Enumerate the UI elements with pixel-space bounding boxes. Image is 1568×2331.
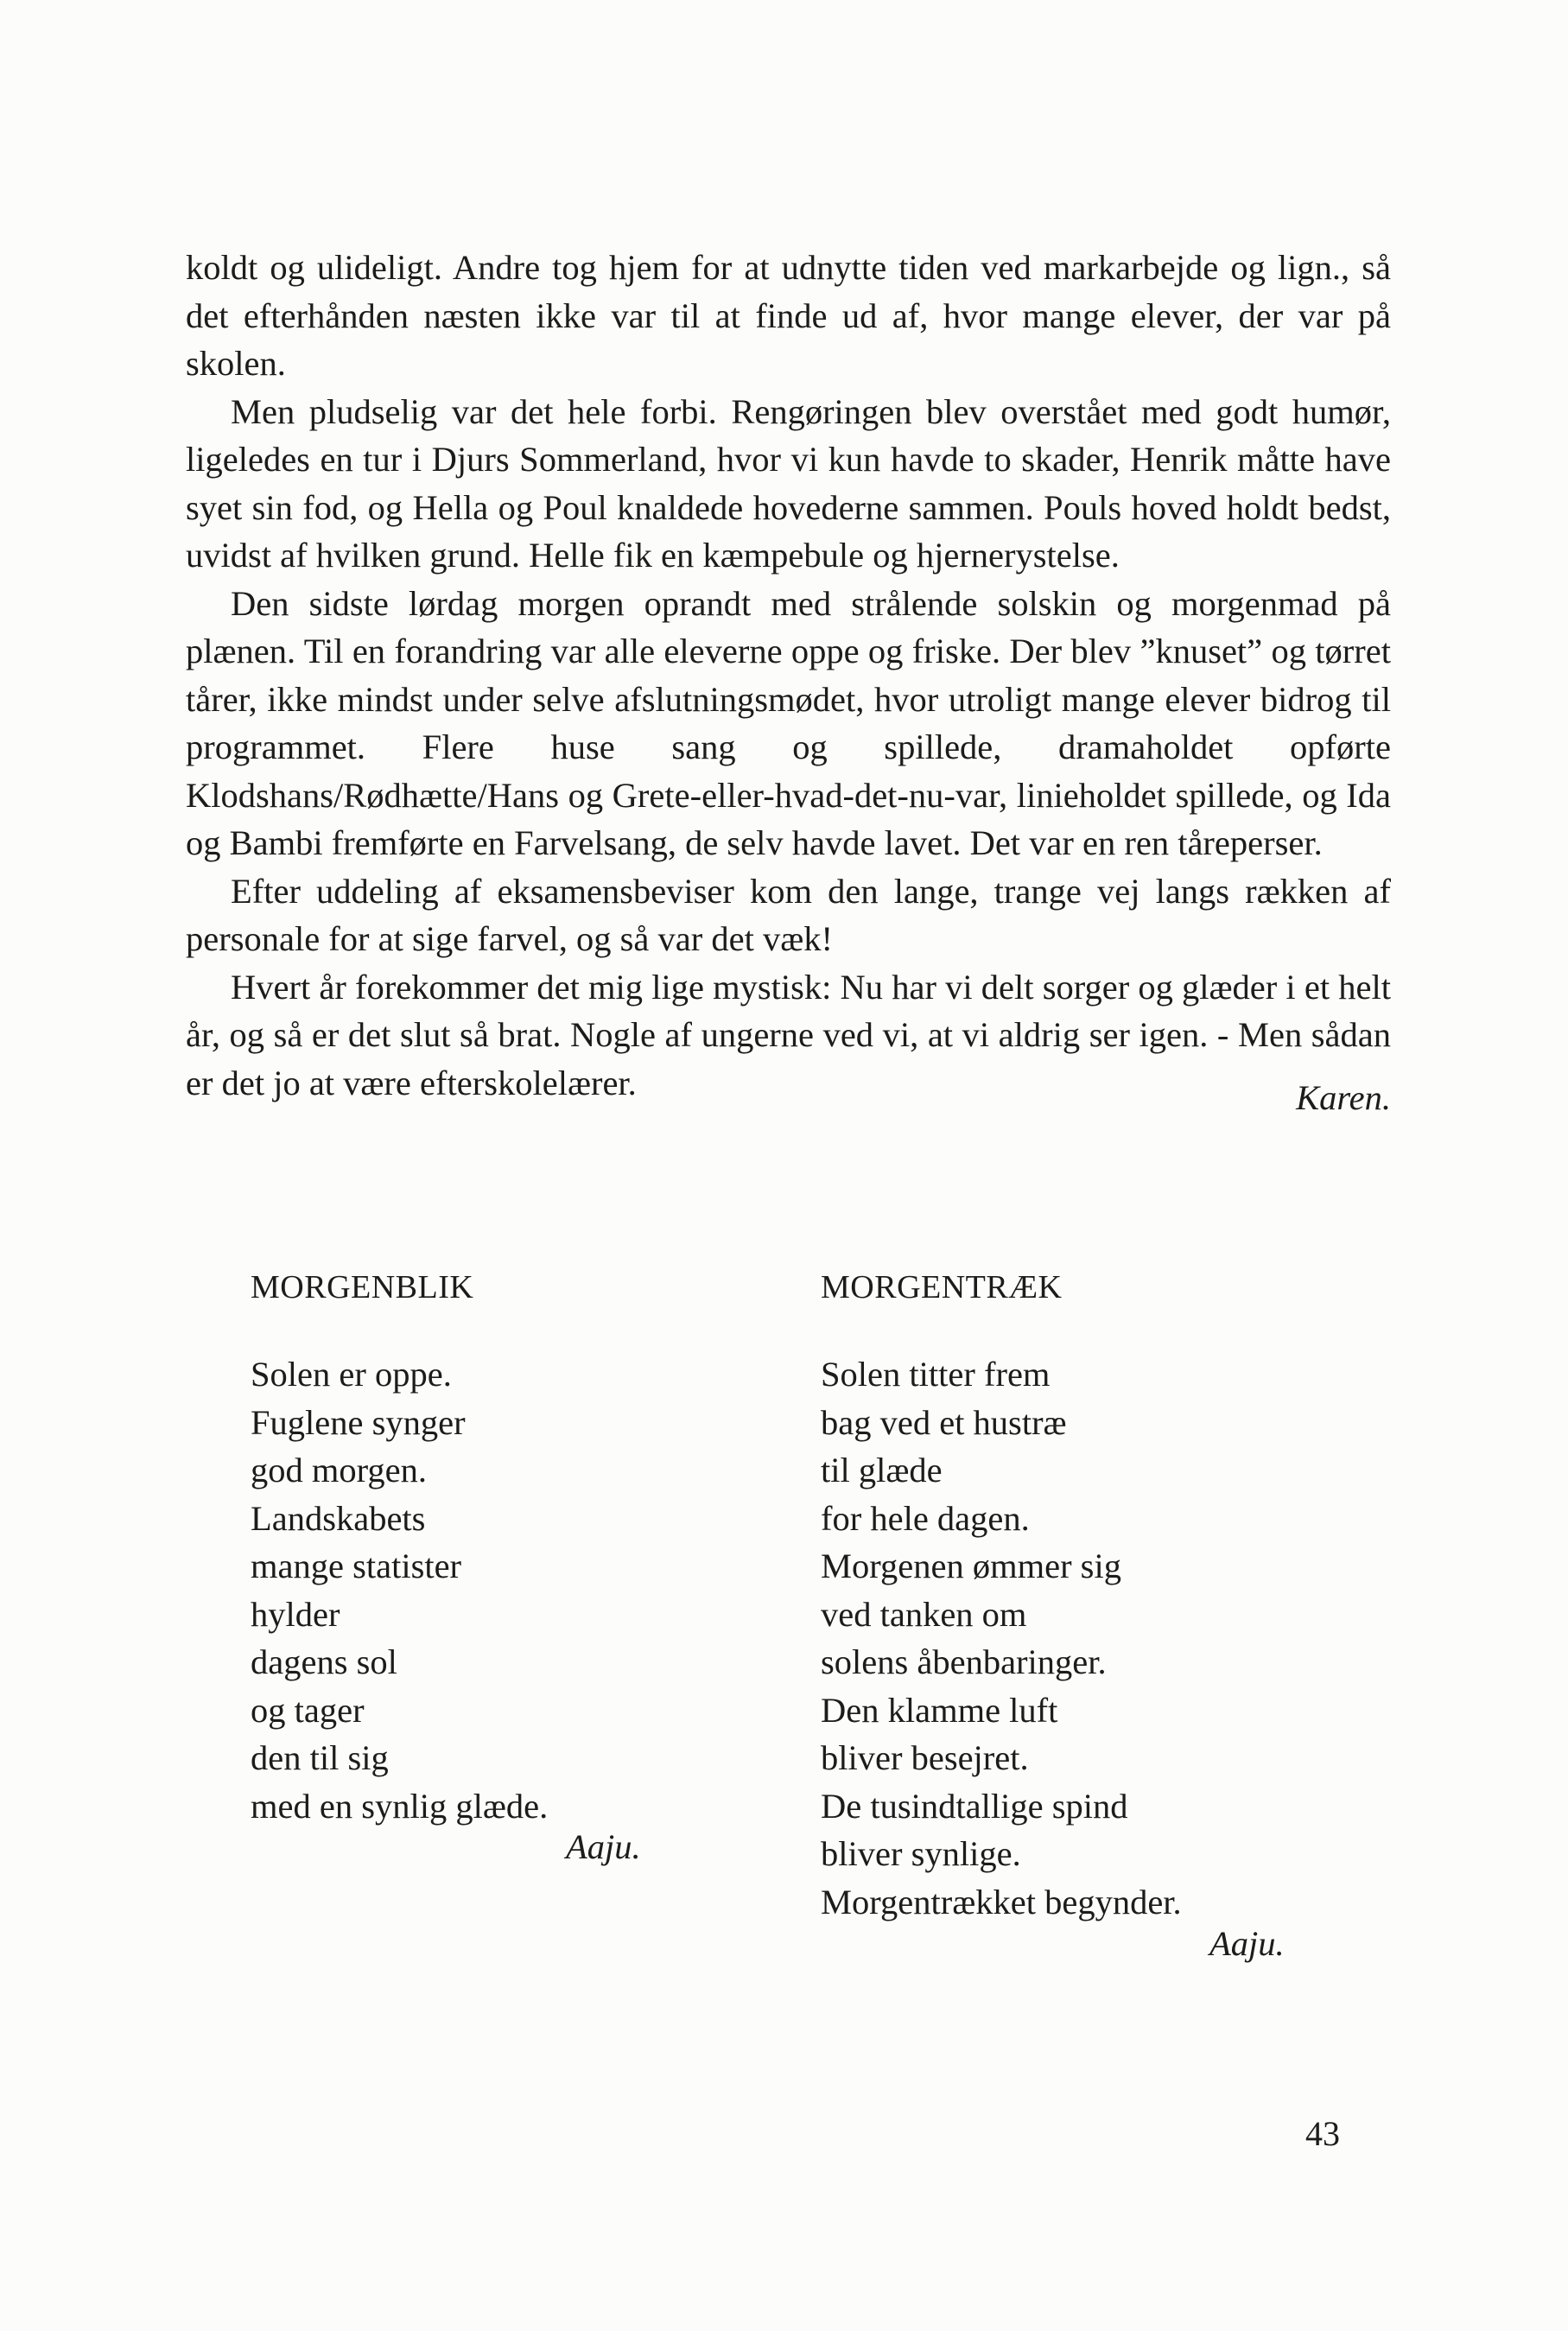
poem-line: Solen er oppe. [251,1355,452,1394]
poem-line: med en synlig glæde. [251,1786,549,1826]
page-number: 43 [1305,2114,1340,2153]
poem-line: mange statister [251,1547,462,1585]
article-paragraph: Hvert år forekommer det mig lige mystisk: Nu har vi delt sorger og glæder i et helt år, og så er det slut så brat. Nogle af ungerne ved vi, at vi aldrig ser igen. - Men sådan er det jo at være efterskolelærer. [186,967,1391,1102]
poem-morgentraek [821,1350,1182,1926]
poem-line: solens åbenbaringer. [821,1642,1107,1681]
poem-line: god morgen. [251,1451,427,1489]
poem-title-morgenblik: MORGENBLIK [251,1269,474,1305]
poem-line: bag ved et hustræ [821,1402,1067,1442]
poem-line: ved tanken om [821,1594,1027,1634]
poem-line: Solen titter frem [821,1355,1051,1394]
poem-line: bliver synlige. [821,1834,1021,1873]
poem-morgenblik [251,1350,548,1830]
poem-line: Den klamme luft [821,1690,1058,1730]
poem-line: Morgenen ømmer sig [821,1547,1121,1585]
article-paragraph: koldt og ulideligt. Andre tog hjem for at udnytte tiden ved markarbejde og lign., så det efterhånden næsten ikke var til at finde ud af, hvor mange elever, der var på skolen. [186,248,1391,383]
article-signature: Karen. [1296,1078,1391,1117]
poem-line: og tager [251,1690,365,1730]
poem-line: den til sig [251,1738,389,1777]
poem-line: dagens sol [251,1642,397,1681]
article-text [186,244,1391,1107]
poem-line: Landskabets [251,1498,426,1538]
poem-signature: Aaju. [566,1827,641,1866]
poem-line: Morgentrækket begynder. [821,1882,1182,1921]
poem-line: hylder [251,1594,340,1634]
article-paragraph: Den sidste lørdag morgen oprandt med strålende solskin og morgenmad på plænen. Til en forandring var alle eleverne oppe og friske. Der blev ”knuset” og tørret tårer, ikke mindst under selve afslutningsmødet, hvor utroligt mange elever bidrog til programmet. Flere huse sang og spillede, dramaholdet opførte Klodshans/Rødhætte/Hans og Grete-eller-hvad-det-nu-var, linieholdet spillede, og Ida og Bambi fremførte en Farvelsang, de selv havde lavet. Det var en ren tåreperser. [186,583,1391,862]
poem-title-morgentraek: MORGENTRÆK [821,1269,1063,1305]
poem-line: til glæde [821,1451,943,1489]
poem-line: De tusindtallige spind [821,1786,1128,1826]
article-paragraph: Men pludselig var det hele forbi. Rengøringen blev overstået med godt humør, ligeledes en tur i Djurs Sommerland, hvor vi kun havde to skader, Henrik måtte have syet sin fod, og Hella og Poul knaldede hovederne sammen. Pouls hoved holdt bedst, uvidst af hvilken grund. Helle fik en kæmpebule og hjernerystelse. [186,391,1391,575]
poem-signature: Aaju. [1209,1924,1285,1963]
article-paragraph: Efter uddeling af eksamensbeviser kom den lange, trange vej langs rækken af personale for at sige farvel, og så var det væk! [186,871,1391,958]
poem-line: bliver besejret. [821,1738,1029,1777]
poem-line: for hele dagen. [821,1498,1030,1538]
poem-line: Fuglene synger [251,1402,466,1442]
